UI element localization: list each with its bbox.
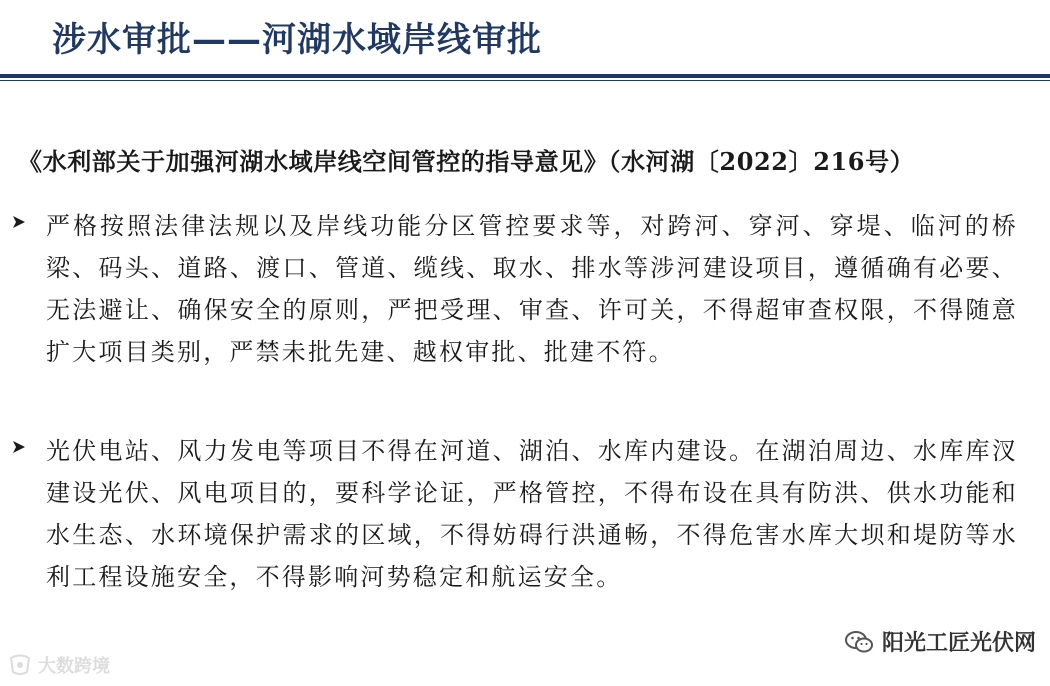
slide-title: 涉水审批——河湖水域岸线审批	[52, 20, 542, 60]
watermark-right-text: 阳光工匠光伏网	[881, 631, 1036, 656]
wechat-icon	[844, 629, 874, 655]
arrow-bullet-icon	[12, 440, 26, 454]
watermark-right	[844, 626, 1036, 657]
bullet-item	[12, 430, 1032, 598]
bullet-text: 光伏电站、风力发电等项目不得在河道、湖泊、水库内建设。在湖泊周边、水库库汊建设光伏、风电项目的，要科学论证，严格管控，不得布设在具有防洪、供水功能和水生态、水环境保护需求的区域，不得妨碍行洪通畅，不得危害水库大坝和堤防等水利工程设施安全，不得影响河势稳定和航运安全。	[46, 437, 1018, 591]
title-divider-thick	[0, 74, 1050, 78]
watermark-left	[8, 652, 110, 678]
watermark-logo-icon	[8, 654, 32, 676]
arrow-bullet-icon	[12, 215, 26, 229]
watermark-left-text: 大数跨境	[38, 656, 110, 677]
document-reference-heading: 《水利部关于加强河湖水域岸线空间管控的指导意见》（水河湖〔2022〕216号）	[18, 147, 915, 176]
title-divider-thin	[0, 80, 1050, 81]
bullet-text: 严格按照法律法规以及岸线功能分区管控要求等，对跨河、穿河、穿堤、临河的桥梁、码头、道路、渡口、管道、缆线、取水、排水等涉河建设项目，遵循确有必要、无法避让、确保安全的原则，严把受理、审查、许可关，不得超审查权限，不得随意扩大项目类别，严禁未批先建、越权审批、批建不符。	[46, 212, 1018, 366]
bullet-item	[12, 205, 1032, 373]
